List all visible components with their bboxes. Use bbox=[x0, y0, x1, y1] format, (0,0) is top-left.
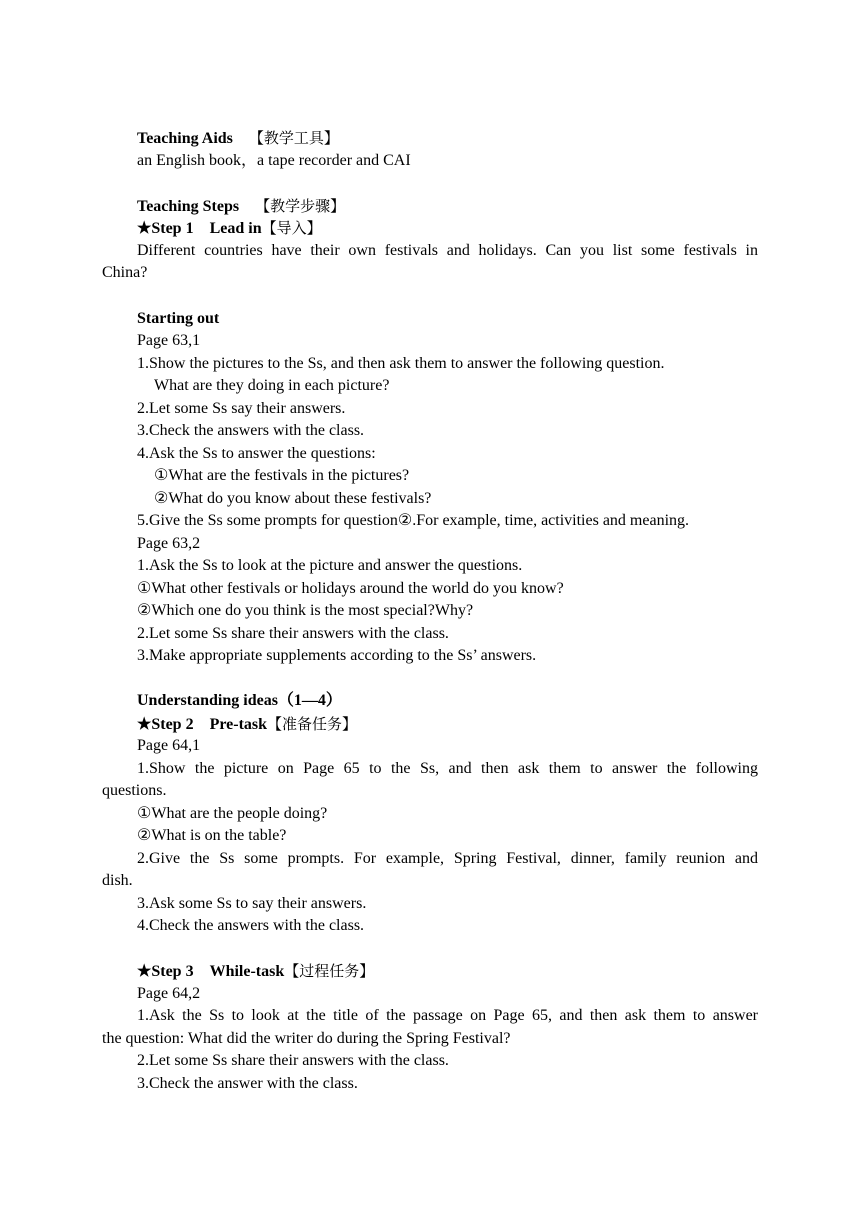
list-item: 2.Let some Ss share their answers with the class. bbox=[137, 1052, 449, 1069]
step3-title-cn: 【过程任务】 bbox=[284, 962, 375, 980]
list-item: ①What other festivals or holidays around the world do you know? bbox=[137, 580, 564, 597]
list-item: ①What are the people doing? bbox=[137, 805, 328, 822]
teaching-steps-heading bbox=[137, 195, 758, 218]
step1-title-cn: 【导入】 bbox=[261, 219, 322, 237]
list-item: ②What do you know about these festivals? bbox=[154, 490, 432, 507]
teaching-aids-heading bbox=[137, 127, 758, 150]
list-item: ①What are the festivals in the pictures? bbox=[154, 467, 410, 484]
step2-heading bbox=[137, 713, 758, 736]
list-item: ②What is on the table? bbox=[137, 827, 287, 844]
list-item: 4.Ask the Ss to answer the questions: bbox=[137, 445, 376, 462]
starting-out-heading: Starting out bbox=[137, 310, 220, 327]
list-item: the question: What did the writer do during the Spring Festival? bbox=[102, 1030, 511, 1047]
list-item: 5.Give the Ss some prompts for question②.For example, time, activities and meaning. bbox=[137, 512, 690, 529]
teaching-aids-title: Teaching Aids bbox=[137, 130, 233, 147]
list-item: 2.Let some Ss say their answers. bbox=[137, 400, 346, 417]
teaching-steps-title: Teaching Steps bbox=[137, 198, 240, 215]
list-item: 1.Ask the Ss to look at the picture and answer the questions. bbox=[137, 557, 523, 574]
step2-title-cn: 【准备任务】 bbox=[267, 715, 358, 733]
teaching-aids-title-cn: 【教学工具】 bbox=[248, 129, 339, 147]
page-ref: Page 63,1 bbox=[137, 332, 201, 349]
understanding-heading: Understanding ideas（1—4） bbox=[137, 692, 342, 709]
list-item: 3.Check the answer with the class. bbox=[137, 1075, 358, 1092]
list-item: 3.Make appropriate supplements according to the Ss’ answers. bbox=[137, 647, 537, 664]
step1-text-line2: China? bbox=[102, 264, 148, 281]
list-item: 3.Check the answers with the class. bbox=[137, 422, 365, 439]
list-item: questions. bbox=[102, 782, 167, 799]
page-ref: Page 64,2 bbox=[137, 985, 201, 1002]
teaching-steps-title-cn: 【教学步骤】 bbox=[255, 197, 346, 215]
list-item: 2.Give the Ss some prompts. For example, Spring Festival, dinner, family reunion and bbox=[137, 850, 758, 867]
list-item: 4.Check the answers with the class. bbox=[137, 917, 365, 934]
list-item: 1.Ask the Ss to look at the title of the passage on Page 65, and then ask them to answer bbox=[137, 1007, 758, 1024]
list-item: 1.Show the picture on Page 65 to the Ss, and then ask them to answer the following bbox=[137, 760, 758, 777]
page-ref: Page 64,1 bbox=[137, 737, 201, 754]
list-item: ②Which one do you think is the most special?Why? bbox=[137, 602, 474, 619]
teaching-aids-content: an English book，a tape recorder and CAI bbox=[137, 152, 411, 169]
step1-title: ★Step 1 Lead in bbox=[137, 220, 262, 237]
list-item: 2.Let some Ss share their answers with the class. bbox=[137, 625, 449, 642]
step1-text-line1: Different countries have their own festivals and holidays. Can you list some festivals in bbox=[137, 242, 758, 259]
page-ref: Page 63,2 bbox=[137, 535, 201, 552]
step3-title: ★Step 3 While-task bbox=[137, 963, 285, 980]
list-item: What are they doing in each picture? bbox=[154, 377, 390, 394]
step3-heading bbox=[137, 960, 758, 983]
step2-title: ★Step 2 Pre-task bbox=[137, 716, 268, 733]
list-item: 1.Show the pictures to the Ss, and then ask them to answer the following question. bbox=[137, 355, 665, 372]
list-item: 3.Ask some Ss to say their answers. bbox=[137, 895, 367, 912]
step1-heading bbox=[137, 217, 758, 240]
list-item: dish. bbox=[102, 872, 133, 889]
